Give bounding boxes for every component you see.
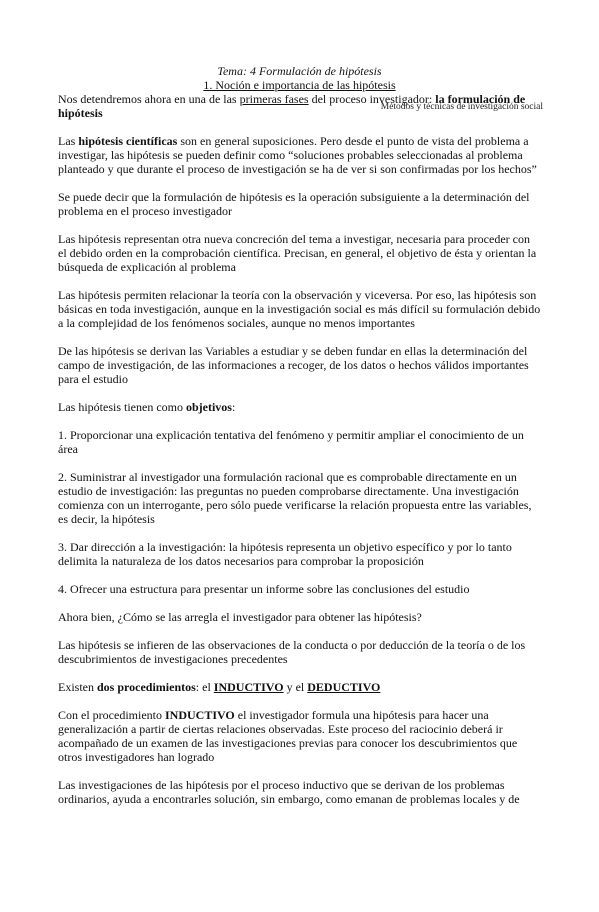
- objective-item: 2. Suministrar al investigador una formulación racional que es comprobable directamente en un estudio de investigación: las preguntas no pueden comprobarse directamente. Una investigación comienza con un interrogante, pero sólo puede verificarse la relación propuesta entre las variables, es decir, la hipótesis: [58, 470, 532, 526]
- text-run: :: [231, 400, 236, 414]
- text-run: y el: [283, 680, 308, 694]
- text-underline: primeras fases: [239, 92, 309, 106]
- text-bold-underline: INDUCTIVO: [213, 680, 284, 694]
- text-bold: INDUCTIVO: [164, 708, 235, 722]
- text-run: el investigador formula una hipótesis para hacer una generalización a partir de ciertas relaciones observadas. Este proceso del raciocinio deberá ir acompañado de un examen de las investigaciones previas para conocer los descubrimientos que otros investigadores han logrado: [58, 708, 518, 764]
- text-bold: dos procedimientos: [97, 680, 196, 694]
- objective-item: 4. Ofrecer una estructura para presentar un informe sobre las conclusiones del estudio: [58, 582, 470, 596]
- objective-item: 1. Proporcionar una explicación tentativa del fenómeno y permitir ampliar el conocimiento de un área: [58, 428, 524, 456]
- text-run: : el: [195, 680, 214, 694]
- document-page: [0, 64, 599, 912]
- document-title: Tema: 4 Formulación de hipótesis: [217, 64, 382, 78]
- text-run: Nos detendremos ahora en una de las: [58, 92, 240, 106]
- text-run: Las: [58, 134, 79, 148]
- text-bold: hipótesis científicas: [78, 134, 178, 148]
- text-run: del proceso investigador:: [308, 92, 436, 106]
- paragraph: Las hipótesis representan otra nueva concreción del tema a investigar, necesaria para proceder con el debido orden en la comprobación científica. Precisan, en general, el objetivo de ésta y orientan la búsqueda de explicación al problema: [58, 232, 537, 274]
- text-bold: la formulación de hipótesis: [58, 92, 526, 120]
- paragraph-definition: [58, 134, 541, 176]
- text-run: Las hipótesis tienen como: [58, 400, 186, 414]
- paragraph: Las hipótesis permiten relacionar la teoría con la observación y viceversa. Por eso, las hipótesis son básicas en toda investigación, aunque en la investigación social es más difícil su formulación debido a la complejidad de los fenómenos sociales, aunque no menos importantes: [58, 288, 541, 330]
- section-heading: 1. Noción e importancia de las hipótesis: [203, 78, 396, 92]
- paragraph: Se puede decir que la formulación de hipótesis es la operación subsiguiente a la determinación del problema en el proceso investigador: [58, 190, 530, 218]
- text-bold: objetivos: [185, 400, 232, 414]
- paragraph: Ahora bien, ¿Cómo se las arregla el investigador para obtener las hipótesis?: [58, 610, 422, 624]
- paragraph-objectives: [58, 400, 541, 414]
- paragraph: De las hipótesis se derivan las Variables a estudiar y se deben fundar en ellas la determinación del campo de investigación, de las informaciones a recoger, de los datos o hechos válidos importantes para el estudio: [58, 344, 529, 386]
- objective-item: 3. Dar dirección a la investigación: la hipótesis representa un objetivo específico y por lo tanto delimita la naturaleza de los datos necesarios para comprobar la proposición: [58, 540, 512, 568]
- text-run: Existen: [58, 680, 97, 694]
- text-run: Con el procedimiento: [58, 708, 165, 722]
- paragraph: Las investigaciones de las hipótesis por el proceso inductivo que se derivan de los problemas ordinarios, ayuda a encontrarles solución, sin embargo, como emanan de problemas locales y de: [58, 778, 520, 806]
- paragraph-procedures: [58, 680, 541, 694]
- running-header: Métodos y técnicas de investigación social: [380, 102, 543, 112]
- paragraph-inductive: [58, 708, 541, 764]
- text-bold-underline: DEDUCTIVO: [307, 680, 381, 694]
- text-run: son en general suposiciones. Pero desde el punto de vista del problema a investigar, las hipótesis se pueden definir como “soluciones probables seleccionadas al problema planteado y que durante el proceso de investigación se ha de ver si son confirmadas por los hechos”: [58, 134, 537, 176]
- paragraph: Las hipótesis se infieren de las observaciones de la conducta o por deducción de la teoría o de los descubrimientos de investigaciones precedentes: [58, 638, 526, 666]
